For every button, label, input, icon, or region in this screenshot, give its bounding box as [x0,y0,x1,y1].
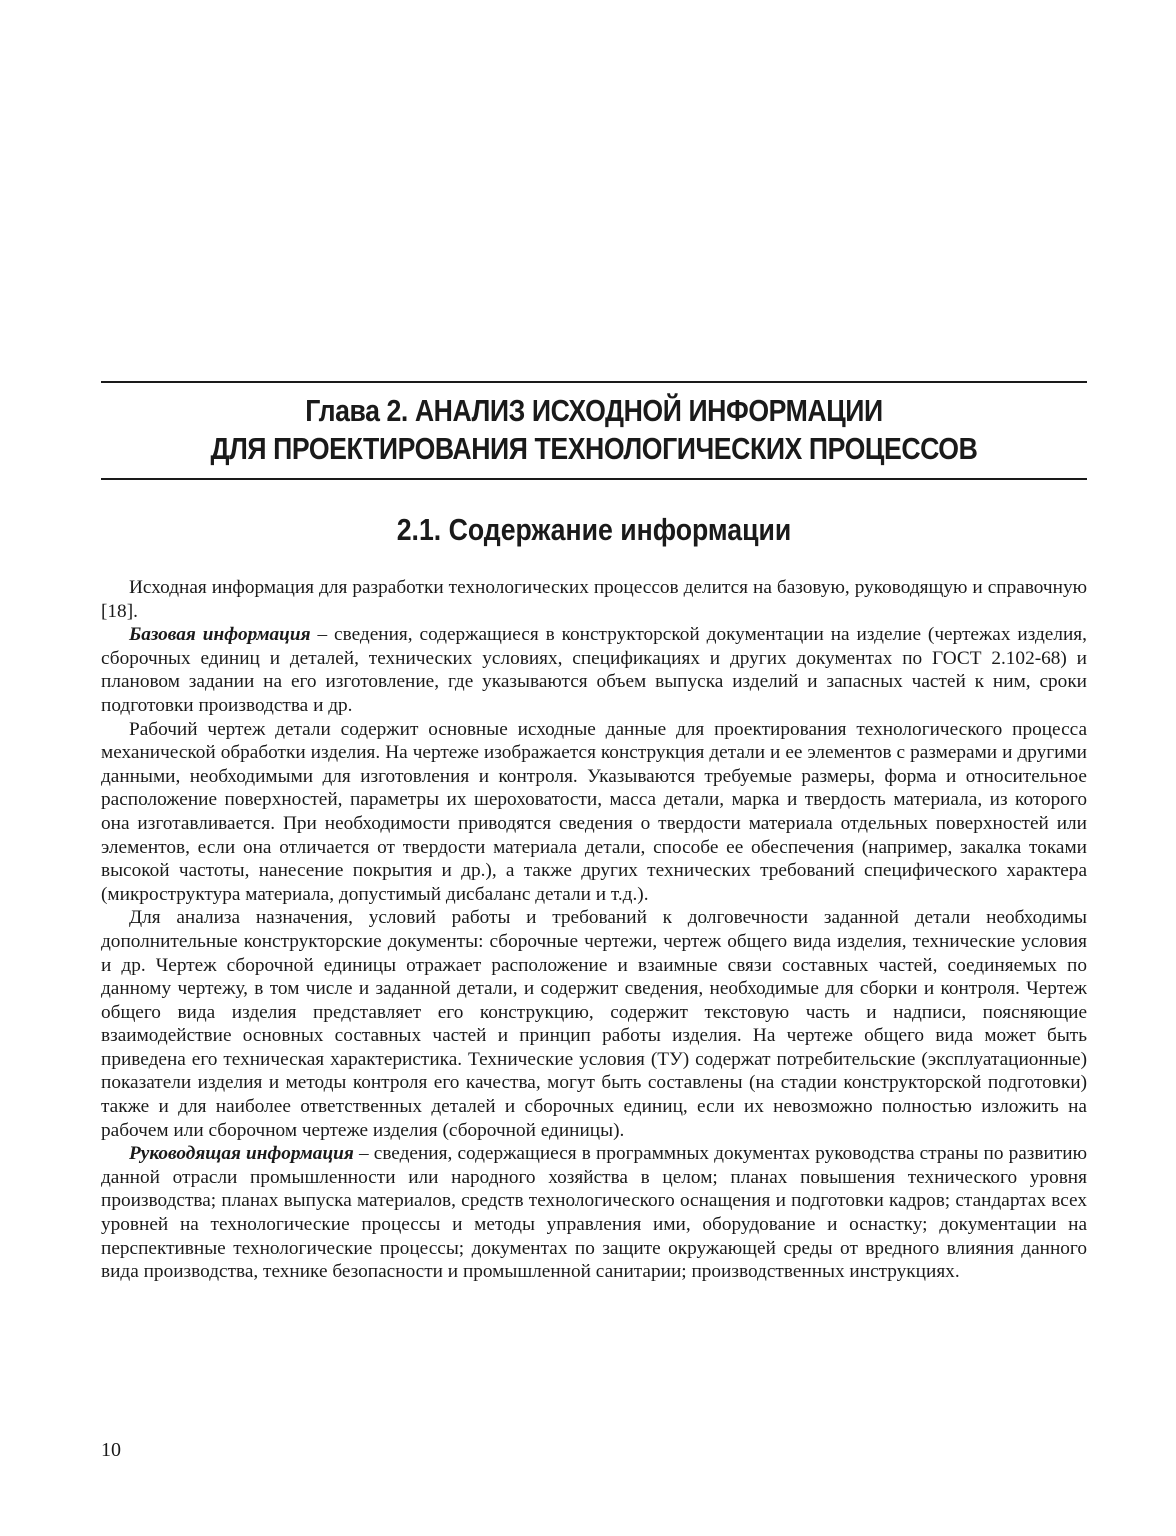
paragraph-base-info-text: – сведения, содержащиеся в конструкторской документации на изделие (чертежах изделия, сборочных единиц и деталей, технических условиях, спецификациях и других документах по ГОСТ 2.102-68) и плановом задании на его изготовление, где указываются объем выпуска изделий и запасных частей к ним, сроки подготовки производства и др. [101,624,1087,716]
page-number: 10 [101,1439,121,1461]
section-title: 2.1. Содержание информации [396,512,792,547]
term-base-info: Базовая информация [129,624,311,646]
paragraph-base-info [101,623,1087,717]
chapter-title-line-2: ДЛЯ ПРОЕКТИРОВАНИЯ ТЕХНОЛОГИЧЕСКИХ ПРОЦЕССОВ [210,431,978,466]
chapter-rule-top [101,381,1087,383]
body-text [101,576,1087,1284]
paragraph-guiding-info [101,1142,1087,1284]
paragraph-intro: Исходная информация для разработки технологических процессов делится на базовую, руководящую и справочную [18]. [101,577,1087,622]
term-guiding-info: Руководящая информация [129,1143,354,1165]
paragraph-guiding-info-text: – сведения, содержащиеся в программных документах руководства страны по развитию данной отрасли промышленности или народного хозяйства в целом; планах повышения технического уровня производства; планах выпуска материалов, средств технологического оснащения и подготовки кадров; стандартах всех уровней на технологические процессы и методы управления ими, оборудование и оснастку; документации на перспективные технологические процессы; документах по защите окружающей среды от вредного влияния данного вида производства, технике безопасности и промышленной санитарии; производственных инструкциях. [101,1143,1087,1283]
paragraph-design-documents: Для анализа назначения, условий работы и требований к долговечности заданной детали необходимы дополнительные конструкторские документы: сборочные чертежи, чертеж общего вида изделия, технические условия и др. Чертеж сборочной единицы отражает расположение и взаимные связи составных частей, соединяемых по данному чертежу, в том числе и заданной детали, и содержит сведения, необходимые для сборки и контроля. Чертеж общего вида изделия представляет его конструкцию, содержит текстовую часть и надписи, поясняющие взаимодействие основных составных частей и принцип работы изделия. На чертеже общего вида может быть приведена его техническая характеристика. Технические условия (ТУ) содержат потребительские (эксплуатационные) показатели изделия и методы контроля его качества, могут быть составлены (на стадии конструкторской подготовки) также и для наиболее ответственных деталей и сборочных единиц, если их невозможно полностью изложить на рабочем или сборочном чертеже изделия (сборочной единицы). [101,907,1087,1141]
chapter-title [170,392,1018,468]
chapter-title-line-1: Глава 2. АНАЛИЗ ИСХОДНОЙ ИНФОРМАЦИИ [305,393,883,428]
chapter-rule-bottom [101,478,1087,480]
paragraph-working-drawing: Рабочий чертеж детали содержит основные исходные данные для проектирования технологического процесса механической обработки изделия. На чертеже изображается конструкция детали и ее элементов с размерами и другими данными, необходимыми для изготовления и контроля. Указываются требуемые размеры, форма и относительное расположение поверхностей, параметры их шероховатости, масса детали, марка и твердость материала, из которого она изготавливается. При необходимости приводятся сведения о твердости материала отдельных поверхностей или элементов, если она отличается от твердости материала детали, способе ее обеспечения (например, закалка токами высокой частоты, нанесение покрытия и др.), а также других технических требований специфического характера (микроструктура материала, допустимый дисбаланс детали и т.д.). [101,718,1087,905]
